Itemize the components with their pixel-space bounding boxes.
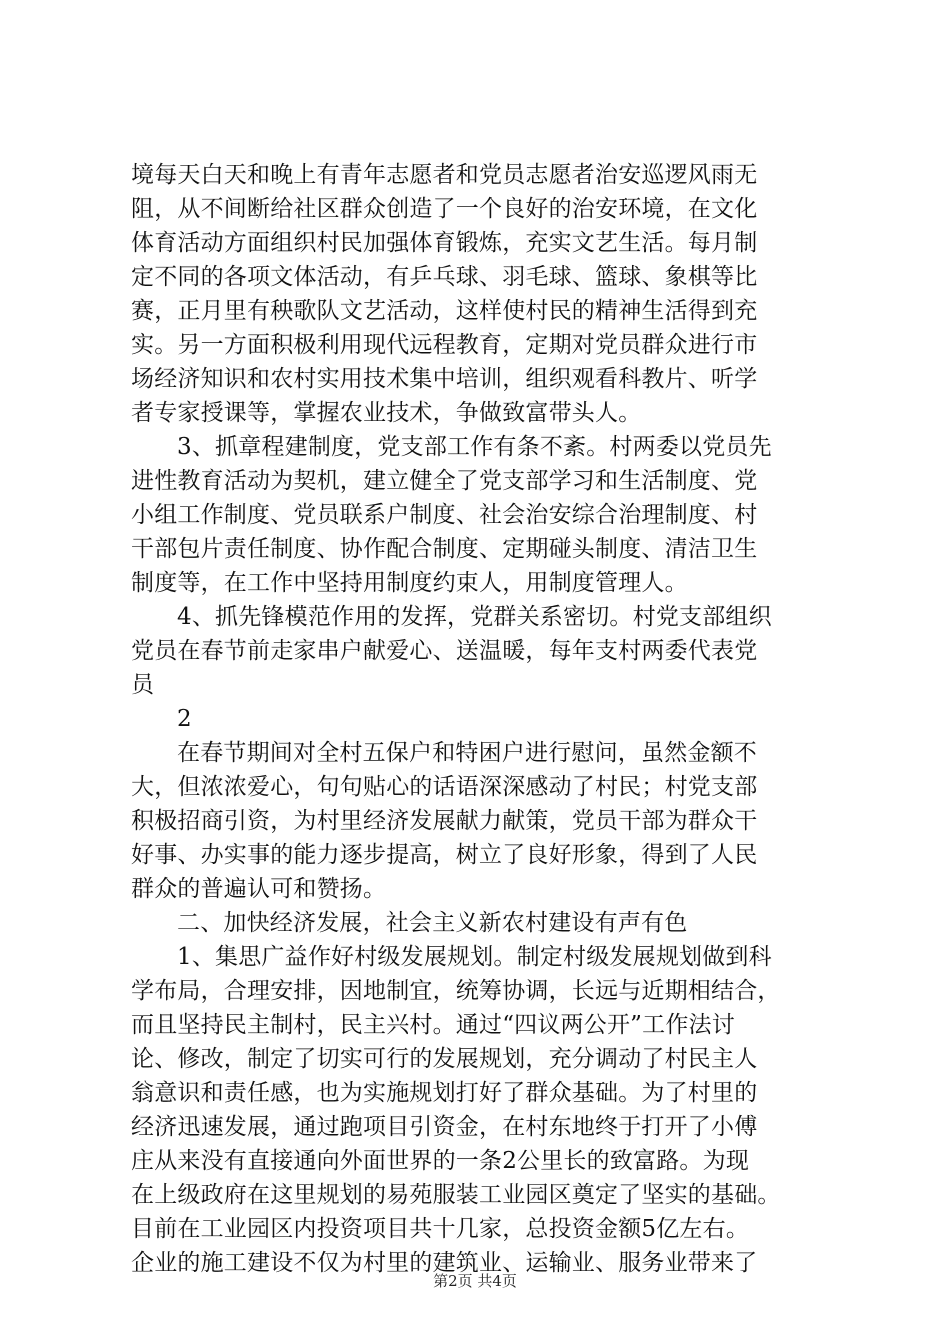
text-line: 党员在春节前走家串户献爱心、送温暖，每年支村两委代表党	[131, 638, 758, 664]
text-line: 进性教育活动为契机，建立健全了党支部学习和生活制度、党	[131, 468, 758, 494]
paragraph-start-line: 1、集思广益作好村级发展规划。制定村级发展规划做到科	[177, 944, 772, 970]
text-line: 者专家授课等，掌握农业技术，争做致富带头人。	[131, 400, 642, 426]
text-line: 翁意识和责任感，也为实施规划打好了群众基础。为了村里的	[131, 1080, 758, 1106]
inline-page-number: 2	[177, 706, 192, 732]
text-line: 境每天白天和晚上有青年志愿者和党员志愿者治安巡逻风雨无	[131, 162, 758, 188]
text-line: 在上级政府在这里规划的易苑服装工业园区奠定了坚实的基础。	[131, 1182, 781, 1208]
text-line: 定不同的各项文体活动，有乒乓球、羽毛球、篮球、象棋等比	[131, 264, 758, 290]
text-line: 好事、办实事的能力逐步提高，树立了良好形象，得到了人民	[131, 842, 758, 868]
text-line: 制度等，在工作中坚持用制度约束人，用制度管理人。	[131, 570, 688, 596]
paragraph-start-line: 3、抓章程建制度，党支部工作有条不紊。村两委以党员先	[177, 434, 772, 460]
paragraph-start-line: 在春节期间对全村五保户和特困户进行慰问，虽然金额不	[177, 740, 757, 766]
text-line: 小组工作制度、党员联系户制度、社会治安综合治理制度、村	[131, 502, 758, 528]
text-line: 学布局，合理安排，因地制宜，统筹协调，长远与近期相结合，	[131, 978, 781, 1004]
text-line: 赛，正月里有秧歌队文艺活动，这样使村民的精神生活得到充	[131, 298, 758, 324]
text-line: 体育活动方面组织村民加强体育锻炼，充实文艺生活。每月制	[131, 230, 758, 256]
text-line: 论、修改，制定了切实可行的发展规划，充分调动了村民主人	[131, 1046, 758, 1072]
text-line: 场经济知识和农村实用技术集中培训，组织观看科教片、听学	[131, 366, 758, 392]
text-line: 而且坚持民主制村，民主兴村。通过“四议两公开”工作法讨	[131, 1012, 735, 1038]
text-line: 经济迅速发展，通过跑项目引资金，在村东地终于打开了小傅	[131, 1114, 758, 1140]
text-line: 员	[131, 672, 155, 698]
text-line: 目前在工业园区内投资项目共十几家，总投资金额5亿左右。	[131, 1216, 750, 1242]
text-line: 庄从来没有直接通向外面世界的一条2公里长的致富路。为现	[131, 1148, 750, 1174]
text-line: 大，但浓浓爱心，句句贴心的话语深深感动了村民；村党支部	[131, 774, 758, 800]
section-heading: 二、加快经济发展，社会主义新农村建设有声有色	[177, 910, 688, 936]
text-line: 企业的施工建设不仅为村里的建筑业、运输业、服务业带来了	[131, 1250, 758, 1276]
text-line: 干部包片责任制度、协作配合制度、定期碰头制度、清洁卫生	[131, 536, 758, 562]
text-line: 群众的普遍认可和赞扬。	[131, 876, 387, 902]
text-line: 实。另一方面积极利用现代远程教育，定期对党员群众进行市	[131, 332, 758, 358]
document-body	[131, 158, 831, 1280]
text-line: 阻，从不间断给社区群众创造了一个良好的治安环境，在文化	[131, 196, 758, 222]
page-footer: 第2页 共4页	[433, 1272, 517, 1290]
text-line: 积极招商引资，为村里经济发展献力献策，党员干部为群众干	[131, 808, 758, 834]
paragraph-start-line: 4、抓先锋模范作用的发挥，党群关系密切。村党支部组织	[177, 604, 772, 630]
